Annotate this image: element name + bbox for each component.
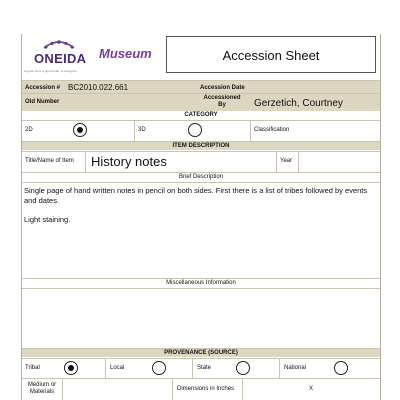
item-description-heading: ITEM DESCRIPTION xyxy=(172,143,230,149)
accession-form xyxy=(21,34,381,400)
dimensions-separator: X xyxy=(309,386,314,392)
museum-label: Museum xyxy=(99,46,152,61)
provenance-tribal-label: Tribal xyxy=(25,365,40,371)
brief-description-label: Brief Description xyxy=(178,174,223,180)
provenance-national-radio[interactable] xyxy=(334,361,348,375)
logo-name: ONEIDA xyxy=(34,51,87,66)
title-name-value[interactable]: History notes xyxy=(91,154,167,169)
year-label: Year xyxy=(280,158,293,164)
old-number-label: Old Number xyxy=(25,99,60,105)
page-title: Accession Sheet xyxy=(222,48,320,63)
brief-description-text[interactable]: Single page of hand written notes in pencil on both sides. First there is a list of tribes followed by events and dates. xyxy=(24,186,368,205)
category-2d-radio[interactable] xyxy=(73,123,87,137)
provenance-national-label: National xyxy=(284,365,307,371)
category-heading: CATEGORY xyxy=(184,112,218,118)
title-name-label: Title/Name of Item xyxy=(25,158,74,164)
dimensions-label: Dimensions in Inches xyxy=(177,386,235,392)
accession-number-value[interactable]: BC2010.022.661 xyxy=(68,83,129,92)
provenance-heading: PROVENANCE (SOURCE) xyxy=(164,350,238,356)
brief-description-text-2[interactable]: Light staining. xyxy=(24,215,71,224)
provenance-state-radio[interactable] xyxy=(236,361,250,375)
accession-date-label: Accession Date xyxy=(200,85,245,91)
provenance-local-label: Local xyxy=(110,365,125,371)
accessioned-by-value[interactable]: Gerzetich, Courtney xyxy=(254,98,343,109)
category-3d-radio[interactable] xyxy=(188,123,202,137)
provenance-tribal-radio[interactable] xyxy=(64,361,78,375)
logo-tagline: A good mind. A good heart. A strong fire. xyxy=(24,69,78,73)
provenance-local-radio[interactable] xyxy=(152,361,166,375)
classification-label: Classification xyxy=(254,127,290,133)
misc-information-label: Miscellaneous Information xyxy=(166,280,236,286)
accessioned-by-label: Accessioned By xyxy=(203,95,241,108)
accession-number-label: Accession # xyxy=(25,85,61,91)
category-3d-label: 3D xyxy=(138,127,146,133)
medium-materials-label: Medium or Materials xyxy=(27,382,57,395)
provenance-state-label: State xyxy=(197,365,212,371)
category-2d-label: 2D xyxy=(25,127,33,133)
